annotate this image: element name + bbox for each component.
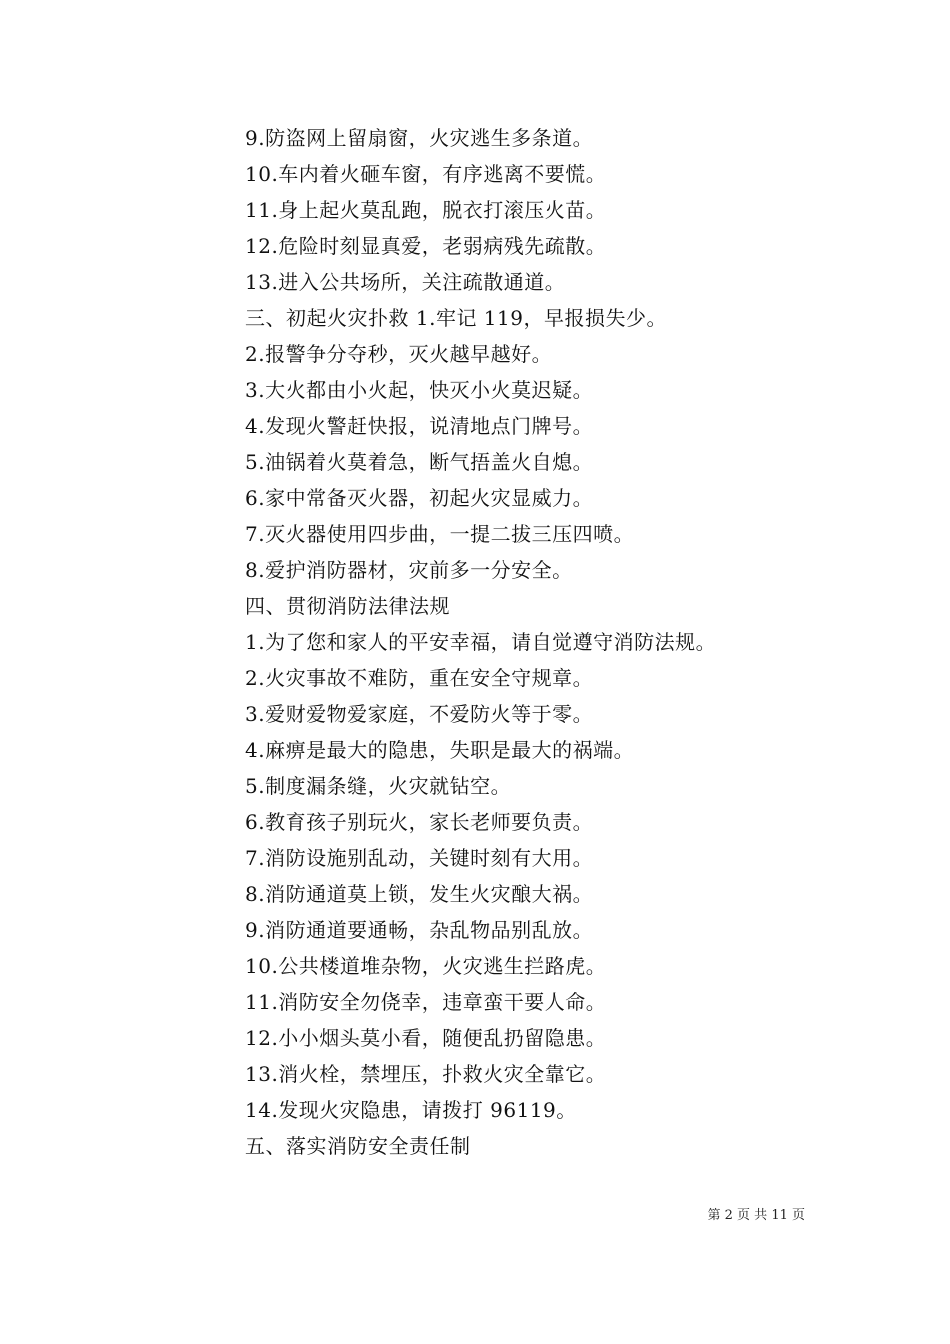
text-line: 3.爱财爱物爱家庭，不爱防火等于零。 (245, 702, 594, 726)
text-line: 3.大火都由小火起，快灭小火莫迟疑。 (245, 378, 594, 402)
text-line: 1.为了您和家人的平安幸福，请自觉遵守消防法规。 (245, 630, 717, 654)
text-line: 13.进入公共场所，关注疏散通道。 (245, 270, 566, 294)
section-heading: 五、落实消防安全责任制 (245, 1134, 471, 1158)
section-heading: 四、贯彻消防法律法规 (245, 594, 450, 618)
text-line: 2.报警争分夺秒，灭火越早越好。 (245, 342, 553, 366)
text-line: 11.消防安全勿侥幸，违章蛮干要人命。 (245, 990, 607, 1014)
text-line: 14.发现火灾隐患，请拨打 96119。 (245, 1098, 577, 1122)
text-line: 11.身上起火莫乱跑，脱衣打滚压火苗。 (245, 198, 607, 222)
text-line: 8.消防通道莫上锁，发生火灾酿大祸。 (245, 882, 594, 906)
text-line: 9.消防通道要通畅，杂乱物品别乱放。 (245, 918, 594, 942)
text-line: 6.家中常备灭火器，初起火灾显威力。 (245, 486, 594, 510)
section-heading: 三、初起火灾扑救 1.牢记 119，早报损失少。 (245, 306, 667, 330)
body-text (245, 120, 885, 1164)
text-line: 10.车内着火砸车窗，有序逃离不要慌。 (245, 162, 607, 186)
text-line: 9.防盗网上留扇窗，火灾逃生多条道。 (245, 126, 594, 150)
text-line: 6.教育孩子别玩火，家长老师要负责。 (245, 810, 594, 834)
text-line: 10.公共楼道堆杂物，火灾逃生拦路虎。 (245, 954, 607, 978)
text-line: 12.危险时刻显真爱，老弱病残先疏散。 (245, 234, 607, 258)
text-line: 5.制度漏条缝，火灾就钻空。 (245, 774, 512, 798)
text-line: 12.小小烟头莫小看，随便乱扔留隐患。 (245, 1026, 607, 1050)
text-line: 2.火灾事故不难防，重在安全守规章。 (245, 666, 594, 690)
text-line: 8.爱护消防器材，灾前多一分安全。 (245, 558, 573, 582)
text-line: 4.麻痹是最大的隐患，失职是最大的祸端。 (245, 738, 635, 762)
text-line: 4.发现火警赶快报，说清地点门牌号。 (245, 414, 594, 438)
text-line: 7.灭火器使用四步曲，一提二拔三压四喷。 (245, 522, 635, 546)
page-number-footer: 第 2 页 共 11 页 (707, 1208, 805, 1223)
text-line: 5.油锅着火莫着急，断气捂盖火自熄。 (245, 450, 594, 474)
text-line: 13.消火栓，禁埋压，扑救火灾全靠它。 (245, 1062, 607, 1086)
text-line: 7.消防设施别乱动，关键时刻有大用。 (245, 846, 594, 870)
